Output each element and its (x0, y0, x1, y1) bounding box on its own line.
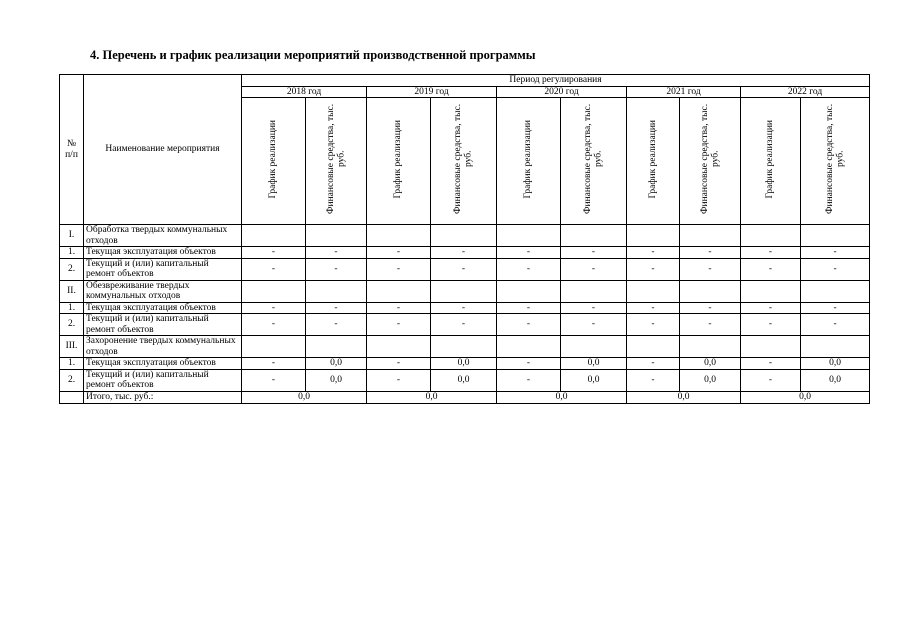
empty-cell (627, 280, 680, 302)
table-row (60, 258, 870, 280)
section-row (60, 280, 870, 302)
row-name: Текущая эксплуатация объектов (84, 302, 242, 314)
finance-cell: - (801, 314, 870, 336)
header-schedule (367, 98, 431, 225)
schedule-cell: - (242, 302, 306, 314)
empty-cell (680, 225, 741, 247)
empty-cell (680, 280, 741, 302)
header-finance (801, 98, 870, 225)
empty-cell (801, 280, 870, 302)
row-number: 2. (60, 258, 84, 280)
header-year: 2020 год (497, 86, 627, 98)
finance-cell: 0,0 (431, 358, 497, 370)
header-schedule (242, 98, 306, 225)
empty-cell (741, 225, 801, 247)
header-schedule-label: График реализации (393, 119, 404, 199)
empty-cell (60, 391, 84, 403)
schedule-cell: - (497, 302, 561, 314)
empty-cell (367, 225, 431, 247)
header-finance-label: Финансовые средства, тыс. руб. (453, 104, 474, 215)
table-row (60, 369, 870, 391)
schedule-cell: - (741, 247, 801, 259)
row-number: 2. (60, 369, 84, 391)
finance-cell: 0,0 (801, 369, 870, 391)
header-year: 2019 год (367, 86, 497, 98)
table-row (60, 302, 870, 314)
schedule-cell: - (497, 258, 561, 280)
row-number: 2. (60, 314, 84, 336)
row-name: Текущий и (или) капитальный ремонт объектов (84, 314, 242, 336)
section-row (60, 225, 870, 247)
table-row (60, 247, 870, 259)
empty-cell (306, 280, 367, 302)
schedule-cell: - (367, 302, 431, 314)
total-label: Итого, тыс. руб.: (84, 391, 242, 403)
empty-cell (242, 280, 306, 302)
schedule-cell: - (627, 302, 680, 314)
header-schedule-label: График реализации (647, 119, 658, 199)
header-finance-label: Финансовые средства, тыс. руб. (699, 104, 720, 215)
header-year: 2018 год (242, 86, 367, 98)
header-finance (431, 98, 497, 225)
finance-cell: - (431, 247, 497, 259)
schedule-cell: - (242, 314, 306, 336)
total-value: 0,0 (367, 391, 497, 403)
row-number: 1. (60, 302, 84, 314)
row-number: 1. (60, 247, 84, 259)
header-year: 2021 год (627, 86, 741, 98)
empty-cell (497, 225, 561, 247)
section-name: Обработка твердых коммунальных отходов (84, 225, 242, 247)
finance-cell: - (801, 302, 870, 314)
schedule-cell: - (242, 247, 306, 259)
row-name: Текущая эксплуатация объектов (84, 358, 242, 370)
schedule-cell: - (367, 369, 431, 391)
schedule-cell: - (627, 314, 680, 336)
schedule-cell: - (242, 369, 306, 391)
empty-cell (627, 225, 680, 247)
finance-cell: - (561, 314, 627, 336)
total-value: 0,0 (242, 391, 367, 403)
header-period: Период регулирования (242, 75, 870, 87)
schedule-cell: - (627, 258, 680, 280)
schedule-cell: - (741, 369, 801, 391)
total-value: 0,0 (741, 391, 870, 403)
row-name: Текущая эксплуатация объектов (84, 247, 242, 259)
empty-cell (242, 225, 306, 247)
schedule-cell: - (367, 258, 431, 280)
header-finance (306, 98, 367, 225)
schedule-cell: - (741, 302, 801, 314)
finance-cell: - (431, 302, 497, 314)
empty-cell (497, 280, 561, 302)
header-finance (561, 98, 627, 225)
finance-cell: - (801, 258, 870, 280)
table-row (60, 314, 870, 336)
finance-cell: - (561, 247, 627, 259)
finance-cell: 0,0 (680, 358, 741, 370)
finance-cell: - (306, 302, 367, 314)
finance-cell: 0,0 (561, 369, 627, 391)
schedule-cell: - (367, 358, 431, 370)
finance-cell: 0,0 (680, 369, 741, 391)
section-name: Захоронение твердых коммунальных отходов (84, 336, 242, 358)
page-title: 4. Перечень и график реализации мероприятий производственной программы (90, 48, 536, 62)
finance-cell: - (680, 258, 741, 280)
header-schedule-label: График реализации (268, 119, 279, 199)
program-table (59, 74, 870, 404)
empty-cell (801, 225, 870, 247)
empty-cell (561, 280, 627, 302)
finance-cell: - (431, 314, 497, 336)
finance-cell: - (306, 247, 367, 259)
empty-cell (497, 336, 561, 358)
section-number: I. (60, 225, 84, 247)
header-num: № п/п (60, 75, 84, 225)
schedule-cell: - (497, 247, 561, 259)
schedule-cell: - (367, 314, 431, 336)
schedule-cell: - (741, 258, 801, 280)
finance-cell: - (306, 258, 367, 280)
schedule-cell: - (242, 358, 306, 370)
row-name: Текущий и (или) капитальный ремонт объектов (84, 258, 242, 280)
total-value: 0,0 (497, 391, 627, 403)
header-year: 2022 год (741, 86, 870, 98)
header-schedule (627, 98, 680, 225)
empty-cell (367, 336, 431, 358)
finance-cell: - (680, 247, 741, 259)
section-row (60, 336, 870, 358)
header-schedule-label: График реализации (523, 119, 534, 199)
finance-cell: 0,0 (306, 358, 367, 370)
empty-cell (242, 336, 306, 358)
row-number: 1. (60, 358, 84, 370)
header-finance-label: Финансовые средства, тыс. руб. (325, 104, 346, 215)
schedule-cell: - (497, 358, 561, 370)
schedule-cell: - (627, 358, 680, 370)
finance-cell: - (801, 247, 870, 259)
empty-cell (741, 280, 801, 302)
finance-cell: 0,0 (431, 369, 497, 391)
empty-cell (801, 336, 870, 358)
finance-cell: - (306, 314, 367, 336)
header-schedule (497, 98, 561, 225)
empty-cell (561, 225, 627, 247)
empty-cell (306, 225, 367, 247)
finance-cell: - (431, 258, 497, 280)
empty-cell (741, 336, 801, 358)
schedule-cell: - (627, 369, 680, 391)
empty-cell (431, 225, 497, 247)
schedule-cell: - (367, 247, 431, 259)
empty-cell (306, 336, 367, 358)
header-finance-label: Финансовые средства, тыс. руб. (824, 104, 846, 215)
schedule-cell: - (497, 314, 561, 336)
empty-cell (627, 336, 680, 358)
header-schedule (741, 98, 801, 225)
header-name: Наименование мероприятия (84, 75, 242, 225)
header-schedule-label: График реализации (765, 119, 776, 199)
section-name: Обезвреживание твердых коммунальных отходов (84, 280, 242, 302)
table-row (60, 358, 870, 370)
empty-cell (431, 336, 497, 358)
row-name: Текущий и (или) капитальный ремонт объектов (84, 369, 242, 391)
empty-cell (431, 280, 497, 302)
empty-cell (680, 336, 741, 358)
schedule-cell: - (497, 369, 561, 391)
schedule-cell: - (242, 258, 306, 280)
finance-cell: - (561, 302, 627, 314)
schedule-cell: - (741, 314, 801, 336)
total-value: 0,0 (627, 391, 741, 403)
header-finance-label: Финансовые средства, тыс. руб. (583, 104, 604, 215)
table-body (60, 75, 870, 404)
empty-cell (367, 280, 431, 302)
finance-cell: 0,0 (561, 358, 627, 370)
finance-cell: - (680, 302, 741, 314)
schedule-cell: - (741, 358, 801, 370)
finance-cell: - (561, 258, 627, 280)
finance-cell: - (680, 314, 741, 336)
header-finance (680, 98, 741, 225)
section-number: III. (60, 336, 84, 358)
finance-cell: 0,0 (306, 369, 367, 391)
finance-cell: 0,0 (801, 358, 870, 370)
section-number: II. (60, 280, 84, 302)
empty-cell (561, 336, 627, 358)
schedule-cell: - (627, 247, 680, 259)
total-row (60, 391, 870, 403)
